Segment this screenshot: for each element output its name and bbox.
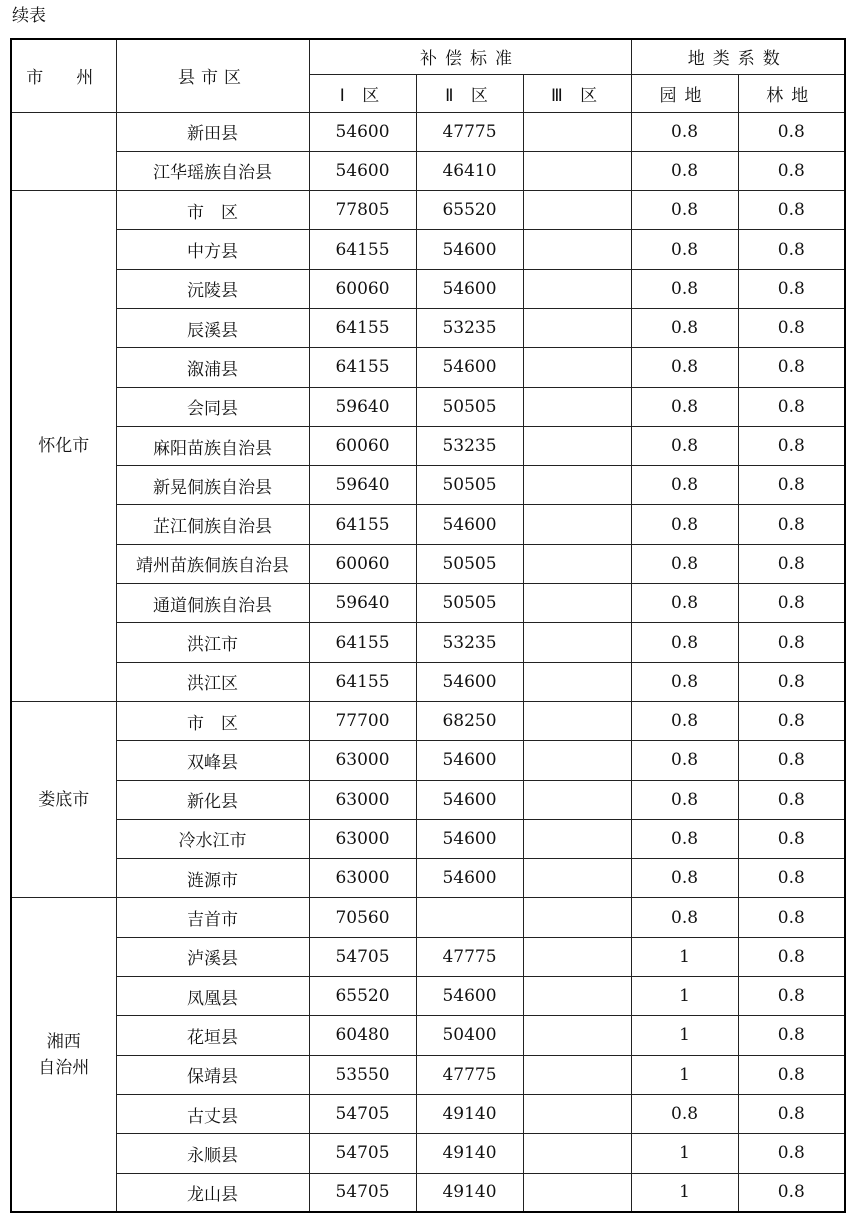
garden-cell: 0.8 [631, 544, 738, 583]
zone1-cell: 60060 [309, 269, 416, 308]
zone3-cell [523, 230, 631, 269]
zone3-cell [523, 623, 631, 662]
table-row [11, 348, 845, 387]
zone2-cell: 68250 [416, 701, 523, 740]
zone3-cell [523, 269, 631, 308]
zone3-cell [523, 701, 631, 740]
zone3-cell [523, 348, 631, 387]
compensation-table [10, 38, 846, 1213]
table-row [11, 505, 845, 544]
header-forest: 林地 [738, 74, 845, 112]
zone2-cell: 47775 [416, 112, 523, 151]
garden-cell: 0.8 [631, 741, 738, 780]
forest-cell: 0.8 [738, 426, 845, 465]
zone3-cell [523, 819, 631, 858]
table-row [11, 191, 845, 230]
zone3-cell [523, 544, 631, 583]
table-row [11, 230, 845, 269]
zone3-cell [523, 505, 631, 544]
county-cell: 通道侗族自治县 [116, 584, 309, 623]
forest-cell: 0.8 [738, 977, 845, 1016]
zone2-cell: 54600 [416, 780, 523, 819]
zone3-cell [523, 191, 631, 230]
zone1-cell: 63000 [309, 780, 416, 819]
zone3-cell [523, 387, 631, 426]
table-row [11, 819, 845, 858]
forest-cell: 0.8 [738, 937, 845, 976]
zone1-cell: 54705 [309, 1173, 416, 1212]
zone3-cell [523, 466, 631, 505]
zone1-cell: 54705 [309, 1134, 416, 1173]
garden-cell: 0.8 [631, 426, 738, 465]
forest-cell: 0.8 [738, 1173, 845, 1212]
county-cell: 新田县 [116, 112, 309, 151]
zone2-cell: 54600 [416, 662, 523, 701]
forest-cell: 0.8 [738, 191, 845, 230]
garden-cell: 1 [631, 1173, 738, 1212]
header-county: 县市区 [116, 39, 309, 112]
garden-cell: 0.8 [631, 269, 738, 308]
table-row [11, 426, 845, 465]
garden-cell: 0.8 [631, 466, 738, 505]
forest-cell: 0.8 [738, 584, 845, 623]
zone1-cell: 59640 [309, 466, 416, 505]
county-cell: 沅陵县 [116, 269, 309, 308]
zone2-cell: 54600 [416, 269, 523, 308]
county-cell: 靖州苗族侗族自治县 [116, 544, 309, 583]
zone3-cell [523, 1134, 631, 1173]
zone1-cell: 54705 [309, 937, 416, 976]
header-zone-3: Ⅲ 区 [523, 74, 631, 112]
zone2-cell: 50505 [416, 466, 523, 505]
zone3-cell [523, 112, 631, 151]
county-cell: 吉首市 [116, 898, 309, 937]
zone1-cell: 77805 [309, 191, 416, 230]
zone2-cell [416, 898, 523, 937]
zone1-cell: 63000 [309, 859, 416, 898]
zone2-cell: 49140 [416, 1134, 523, 1173]
zone2-cell: 54600 [416, 859, 523, 898]
forest-cell: 0.8 [738, 859, 845, 898]
zone1-cell: 63000 [309, 741, 416, 780]
zone2-cell: 53235 [416, 426, 523, 465]
table-row [11, 701, 845, 740]
forest-cell: 0.8 [738, 112, 845, 151]
forest-cell: 0.8 [738, 701, 845, 740]
table-row [11, 544, 845, 583]
zone1-cell: 64155 [309, 623, 416, 662]
forest-cell: 0.8 [738, 1094, 845, 1133]
zone3-cell [523, 977, 631, 1016]
zone2-cell: 53235 [416, 623, 523, 662]
forest-cell: 0.8 [738, 269, 845, 308]
zone1-cell: 64155 [309, 348, 416, 387]
zone1-cell: 54705 [309, 1094, 416, 1133]
table-row [11, 741, 845, 780]
garden-cell: 1 [631, 1055, 738, 1094]
zone1-cell: 70560 [309, 898, 416, 937]
county-cell: 花垣县 [116, 1016, 309, 1055]
zone1-cell: 54600 [309, 112, 416, 151]
zone1-cell: 59640 [309, 584, 416, 623]
forest-cell: 0.8 [738, 1134, 845, 1173]
zone1-cell: 59640 [309, 387, 416, 426]
table-row [11, 623, 845, 662]
zone1-cell: 65520 [309, 977, 416, 1016]
forest-cell: 0.8 [738, 1055, 845, 1094]
county-cell: 辰溪县 [116, 308, 309, 347]
zone1-cell: 60480 [309, 1016, 416, 1055]
table-row [11, 898, 845, 937]
zone2-cell: 47775 [416, 937, 523, 976]
table-row [11, 466, 845, 505]
zone2-cell: 54600 [416, 230, 523, 269]
zone3-cell [523, 151, 631, 190]
zone2-cell: 54600 [416, 819, 523, 858]
forest-cell: 0.8 [738, 662, 845, 701]
garden-cell: 0.8 [631, 780, 738, 819]
forest-cell: 0.8 [738, 1016, 845, 1055]
zone1-cell: 64155 [309, 230, 416, 269]
county-cell: 麻阳苗族自治县 [116, 426, 309, 465]
zone3-cell [523, 426, 631, 465]
table-row [11, 308, 845, 347]
county-cell: 江华瑶族自治县 [116, 151, 309, 190]
county-cell: 新晃侗族自治县 [116, 466, 309, 505]
forest-cell: 0.8 [738, 741, 845, 780]
city-cell: 湘西 自治州 [11, 898, 116, 1212]
county-cell: 凤凰县 [116, 977, 309, 1016]
garden-cell: 0.8 [631, 151, 738, 190]
header-land-coefficient: 地类系数 [631, 39, 845, 74]
table-row [11, 584, 845, 623]
county-cell: 洪江区 [116, 662, 309, 701]
table-row [11, 151, 845, 190]
forest-cell: 0.8 [738, 151, 845, 190]
zone2-cell: 46410 [416, 151, 523, 190]
zone1-cell: 53550 [309, 1055, 416, 1094]
zone3-cell [523, 741, 631, 780]
zone2-cell: 50505 [416, 584, 523, 623]
header-garden: 园地 [631, 74, 738, 112]
zone3-cell [523, 859, 631, 898]
garden-cell: 0.8 [631, 308, 738, 347]
table-row [11, 387, 845, 426]
zone3-cell [523, 584, 631, 623]
county-cell: 双峰县 [116, 741, 309, 780]
table-row [11, 859, 845, 898]
forest-cell: 0.8 [738, 348, 845, 387]
garden-cell: 1 [631, 1016, 738, 1055]
forest-cell: 0.8 [738, 308, 845, 347]
zone1-cell: 64155 [309, 662, 416, 701]
header-compensation-standard: 补偿标准 [309, 39, 631, 74]
forest-cell: 0.8 [738, 544, 845, 583]
table-row [11, 1094, 845, 1133]
county-cell: 涟源市 [116, 859, 309, 898]
zone3-cell [523, 1094, 631, 1133]
garden-cell: 1 [631, 977, 738, 1016]
forest-cell: 0.8 [738, 387, 845, 426]
garden-cell: 0.8 [631, 584, 738, 623]
forest-cell: 0.8 [738, 623, 845, 662]
county-cell: 溆浦县 [116, 348, 309, 387]
garden-cell: 0.8 [631, 819, 738, 858]
header-zone-1: Ⅰ 区 [309, 74, 416, 112]
header-city: 市 州 [11, 39, 116, 112]
table-body [11, 112, 845, 1212]
zone2-cell: 54600 [416, 741, 523, 780]
forest-cell: 0.8 [738, 780, 845, 819]
table-row [11, 977, 845, 1016]
zone2-cell: 54600 [416, 977, 523, 1016]
county-cell: 冷水江市 [116, 819, 309, 858]
county-cell: 会同县 [116, 387, 309, 426]
zone2-cell: 50505 [416, 387, 523, 426]
garden-cell: 0.8 [631, 662, 738, 701]
garden-cell: 0.8 [631, 859, 738, 898]
county-cell: 泸溪县 [116, 937, 309, 976]
zone3-cell [523, 937, 631, 976]
zone2-cell: 47775 [416, 1055, 523, 1094]
zone2-cell: 49140 [416, 1173, 523, 1212]
forest-cell: 0.8 [738, 819, 845, 858]
garden-cell: 1 [631, 1134, 738, 1173]
zone2-cell: 50505 [416, 544, 523, 583]
table-row [11, 1173, 845, 1212]
garden-cell: 0.8 [631, 191, 738, 230]
forest-cell: 0.8 [738, 505, 845, 544]
garden-cell: 0.8 [631, 112, 738, 151]
forest-cell: 0.8 [738, 230, 845, 269]
zone3-cell [523, 898, 631, 937]
garden-cell: 0.8 [631, 387, 738, 426]
zone1-cell: 54600 [309, 151, 416, 190]
county-cell: 中方县 [116, 230, 309, 269]
zone1-cell: 60060 [309, 426, 416, 465]
zone2-cell: 54600 [416, 348, 523, 387]
zone1-cell: 60060 [309, 544, 416, 583]
table-row [11, 662, 845, 701]
header-zone-2: Ⅱ 区 [416, 74, 523, 112]
zone3-cell [523, 1055, 631, 1094]
table-row [11, 1016, 845, 1055]
table-row [11, 780, 845, 819]
table-row [11, 269, 845, 308]
zone3-cell [523, 1173, 631, 1212]
zone1-cell: 63000 [309, 819, 416, 858]
garden-cell: 0.8 [631, 230, 738, 269]
forest-cell: 0.8 [738, 898, 845, 937]
table-row [11, 1055, 845, 1094]
zone1-cell: 64155 [309, 505, 416, 544]
table-row [11, 1134, 845, 1173]
zone3-cell [523, 308, 631, 347]
zone3-cell [523, 1016, 631, 1055]
city-cell: 怀化市 [11, 191, 116, 702]
garden-cell: 0.8 [631, 701, 738, 740]
zone2-cell: 49140 [416, 1094, 523, 1133]
garden-cell: 0.8 [631, 623, 738, 662]
table-row [11, 937, 845, 976]
zone2-cell: 53235 [416, 308, 523, 347]
zone3-cell [523, 662, 631, 701]
garden-cell: 0.8 [631, 348, 738, 387]
garden-cell: 1 [631, 937, 738, 976]
county-cell: 永顺县 [116, 1134, 309, 1173]
county-cell: 古丈县 [116, 1094, 309, 1133]
county-cell: 市 区 [116, 701, 309, 740]
zone2-cell: 50400 [416, 1016, 523, 1055]
city-cell [11, 112, 116, 191]
county-cell: 芷江侗族自治县 [116, 505, 309, 544]
table-row [11, 112, 845, 151]
garden-cell: 0.8 [631, 1094, 738, 1133]
county-cell: 龙山县 [116, 1173, 309, 1212]
city-cell: 娄底市 [11, 701, 116, 897]
table-caption: 续表 [12, 6, 46, 26]
zone2-cell: 54600 [416, 505, 523, 544]
zone2-cell: 65520 [416, 191, 523, 230]
forest-cell: 0.8 [738, 466, 845, 505]
table-header [11, 39, 845, 112]
zone1-cell: 77700 [309, 701, 416, 740]
county-cell: 洪江市 [116, 623, 309, 662]
county-cell: 新化县 [116, 780, 309, 819]
zone3-cell [523, 780, 631, 819]
zone1-cell: 64155 [309, 308, 416, 347]
garden-cell: 0.8 [631, 505, 738, 544]
garden-cell: 0.8 [631, 898, 738, 937]
county-cell: 市 区 [116, 191, 309, 230]
county-cell: 保靖县 [116, 1055, 309, 1094]
